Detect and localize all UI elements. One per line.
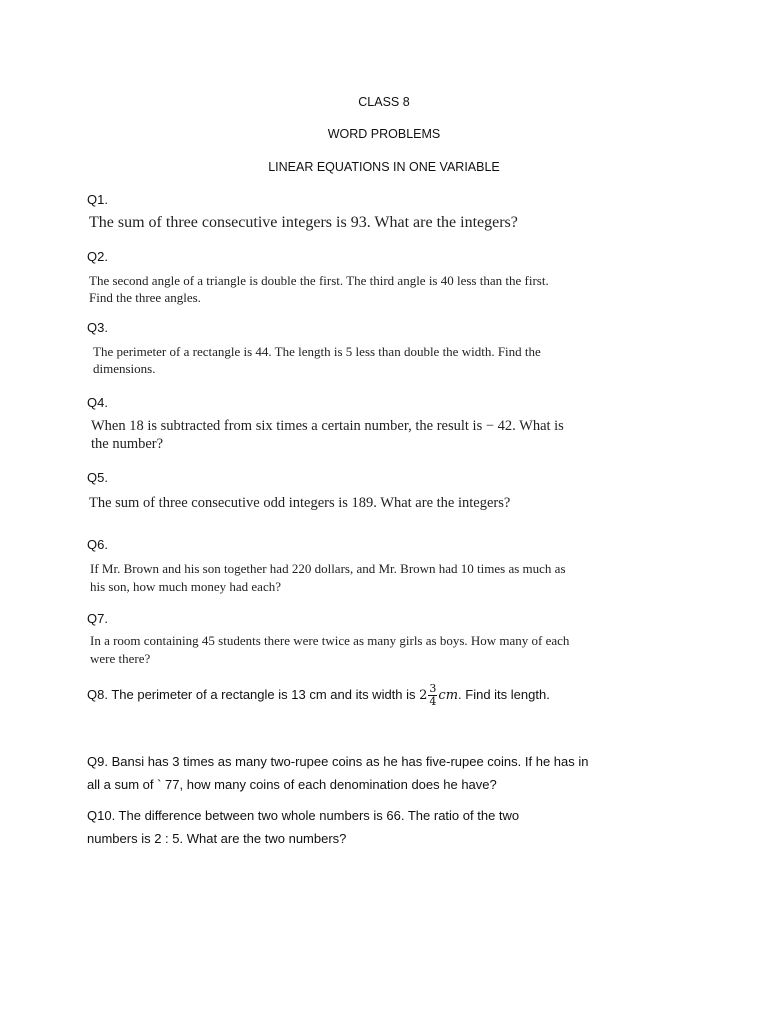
q8-text — [87, 680, 557, 711]
q10-text: Q10. The difference between two whole numbers is 66. The ratio of the two numbers is 2 : 5. What are the two numbers? — [87, 808, 520, 846]
q3-label: Q3. — [87, 320, 108, 335]
q7-label: Q7. — [87, 611, 108, 626]
q3-text: The perimeter of a rectangle is 44. The length is 5 less than double the width. Find the dimensions. — [93, 344, 541, 376]
q6-label: Q6. — [87, 537, 108, 552]
q7-text: In a room containing 45 students there were twice as many girls as boys. How many of each were there? — [90, 633, 570, 666]
class-heading: CLASS 8 — [358, 95, 410, 109]
q1-label: Q1. — [87, 192, 108, 207]
q8-after: . Find its length. — [458, 687, 550, 702]
q2-label: Q2. — [87, 249, 108, 264]
q4-text: When 18 is subtracted from six times a certain number, the result is − 42. What is the number? — [91, 418, 564, 452]
q8-fraction — [428, 683, 437, 708]
q8-unit: cm — [438, 688, 459, 703]
q5-text: The sum of three consecutive odd integers is 189. What are the integers? — [89, 495, 511, 511]
chapter-heading: LINEAR EQUATIONS IN ONE VARIABLE — [268, 160, 500, 174]
topic-heading: WORD PROBLEMS — [327, 127, 441, 141]
q8-denominator: 4 — [429, 695, 437, 709]
q4-label: Q4. — [87, 395, 108, 410]
q1-text: The sum of three consecutive integers is 93. What are the integers? — [89, 214, 518, 231]
q8-numerator: 3 — [429, 682, 437, 696]
q9-text: Q9. Bansi has 3 times as many two-rupee coins as he has five-rupee coins. If he has in all a sum of ` 77, how many coins of each denomination does he have? — [87, 754, 589, 792]
q5-label: Q5. — [87, 470, 108, 485]
q8-whole: 2 — [419, 688, 428, 703]
q2-text: The second angle of a triangle is double the first. The third angle is 40 less than the first. Find the three angles. — [89, 273, 549, 305]
q6-text: If Mr. Brown and his son together had 220 dollars, and Mr. Brown had 10 times as much as his son, how much money had each? — [90, 561, 566, 594]
q8-before: Q8. The perimeter of a rectangle is 13 cm and its width is — [87, 687, 420, 702]
